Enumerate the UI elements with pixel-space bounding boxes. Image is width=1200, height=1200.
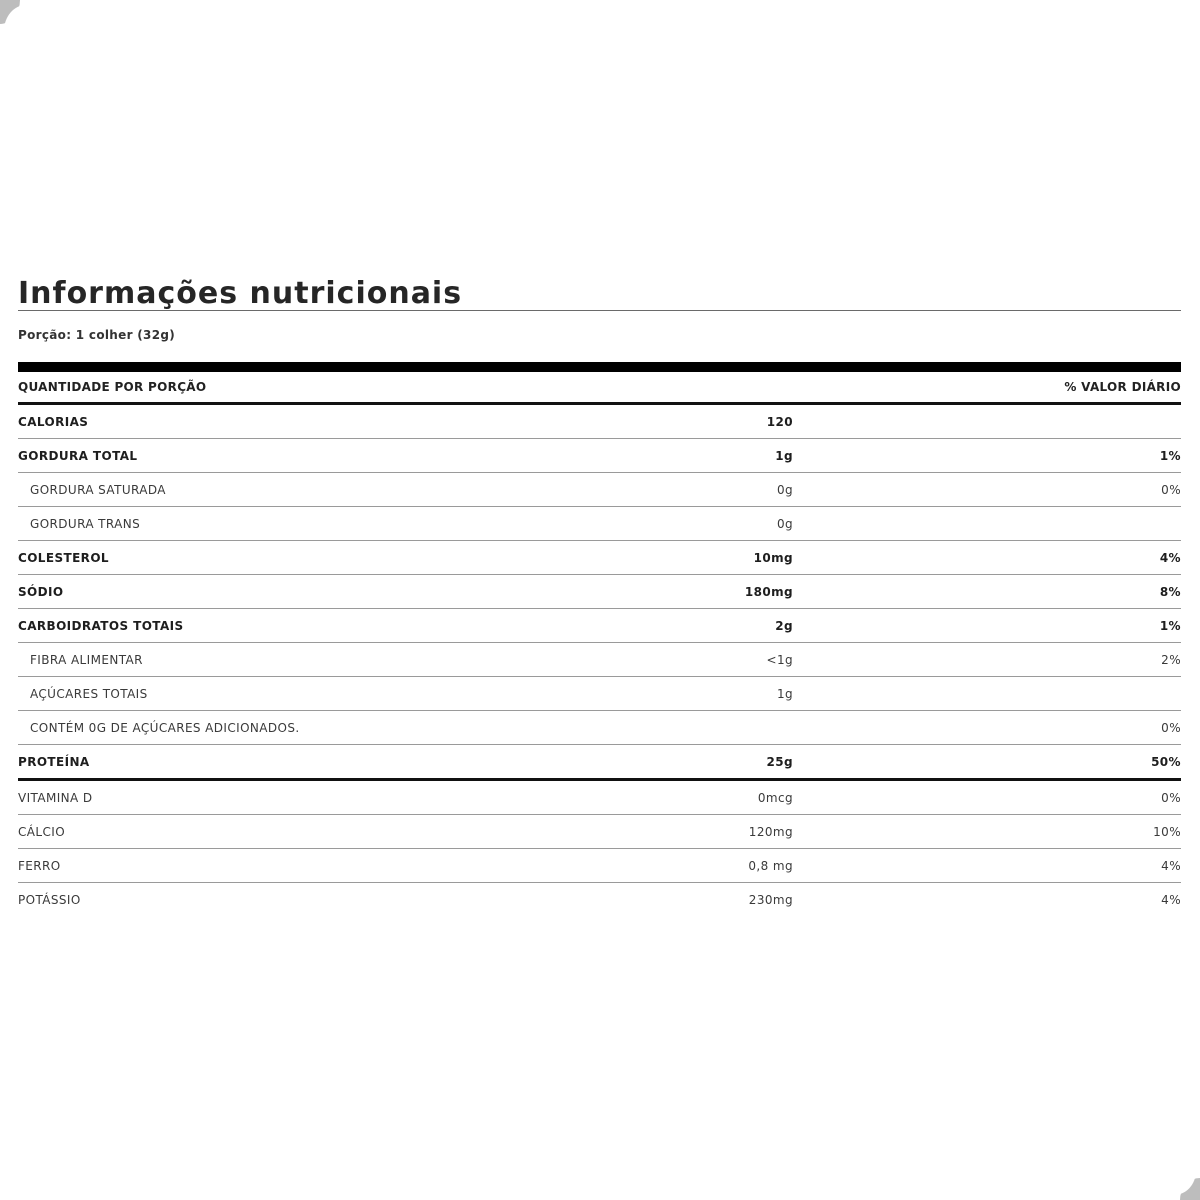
table-row-calcium xyxy=(18,815,1181,849)
row-amount: 0,8 mg xyxy=(748,858,793,873)
table-row-protein xyxy=(18,745,1181,781)
table-row-added-sugars xyxy=(18,711,1181,745)
row-label: SÓDIO xyxy=(18,584,64,599)
row-daily-value: 8% xyxy=(1159,584,1181,599)
table-row-iron xyxy=(18,849,1181,883)
row-label: GORDURA SATURADA xyxy=(30,482,166,497)
row-label: VITAMINA D xyxy=(18,790,93,805)
corner-decoration xyxy=(0,0,20,24)
row-label: CONTÉM 0G DE AÇÚCARES ADICIONADOS. xyxy=(30,720,300,735)
row-daily-value: 10% xyxy=(1153,824,1181,839)
row-label: GORDURA TRANS xyxy=(30,516,141,531)
row-daily-value: 0% xyxy=(1161,720,1181,735)
row-daily-value: 1% xyxy=(1159,618,1181,633)
row-daily-value: 1% xyxy=(1159,448,1181,463)
corner-decoration xyxy=(1180,1178,1200,1200)
table-header xyxy=(18,372,1181,405)
row-label: CALORIAS xyxy=(18,414,89,429)
row-label: COLESTEROL xyxy=(18,550,109,565)
row-amount: 0g xyxy=(776,482,793,497)
row-label: FERRO xyxy=(18,858,61,873)
row-label: AÇÚCARES TOTAIS xyxy=(30,686,148,701)
header-amount-per-serving: QUANTIDADE POR PORÇÃO xyxy=(18,380,207,394)
row-amount: 1g xyxy=(776,686,793,701)
table-row-cholesterol xyxy=(18,541,1181,575)
page-title: Informações nutricionais xyxy=(18,276,1181,311)
row-amount: 2g xyxy=(775,618,793,633)
table-row-fiber xyxy=(18,643,1181,677)
serving-size: Porção: 1 colher (32g) xyxy=(18,328,176,342)
header-daily-value: % VALOR DIÁRIO xyxy=(1064,380,1181,394)
table-row-sodium xyxy=(18,575,1181,609)
row-amount: 0mcg xyxy=(757,790,793,805)
row-amount: 0g xyxy=(776,516,793,531)
row-label: CARBOIDRATOS TOTAIS xyxy=(18,618,184,633)
table-row-vitamin-d xyxy=(18,781,1181,815)
table-row-saturated-fat xyxy=(18,473,1181,507)
nutrition-panel xyxy=(18,276,1181,916)
row-amount: 25g xyxy=(766,754,793,769)
row-daily-value: 50% xyxy=(1151,754,1181,769)
row-daily-value: 0% xyxy=(1161,482,1181,497)
row-daily-value: 4% xyxy=(1159,550,1181,565)
row-amount: 1g xyxy=(775,448,793,463)
row-amount: 120mg xyxy=(748,824,793,839)
row-daily-value: 4% xyxy=(1161,858,1181,873)
row-amount: 180mg xyxy=(744,584,793,599)
row-label: GORDURA TOTAL xyxy=(18,448,138,463)
table-row-total-carbs xyxy=(18,609,1181,643)
table-row-trans-fat xyxy=(18,507,1181,541)
row-amount: 230mg xyxy=(748,892,793,907)
row-amount: 120 xyxy=(766,414,793,429)
table-row-potassium xyxy=(18,883,1181,916)
divider xyxy=(18,362,1181,372)
row-label: POTÁSSIO xyxy=(18,892,81,907)
row-daily-value: 0% xyxy=(1161,790,1181,805)
row-amount: 10mg xyxy=(753,550,793,565)
row-label: CÁLCIO xyxy=(18,824,66,839)
table-row-total-fat xyxy=(18,439,1181,473)
row-daily-value: 2% xyxy=(1161,652,1181,667)
table-row-calories xyxy=(18,405,1181,439)
table-row-total-sugars xyxy=(18,677,1181,711)
row-amount: <1g xyxy=(766,652,793,667)
row-label: FIBRA ALIMENTAR xyxy=(30,652,143,667)
row-daily-value: 4% xyxy=(1161,892,1181,907)
row-label: PROTEÍNA xyxy=(18,754,90,769)
